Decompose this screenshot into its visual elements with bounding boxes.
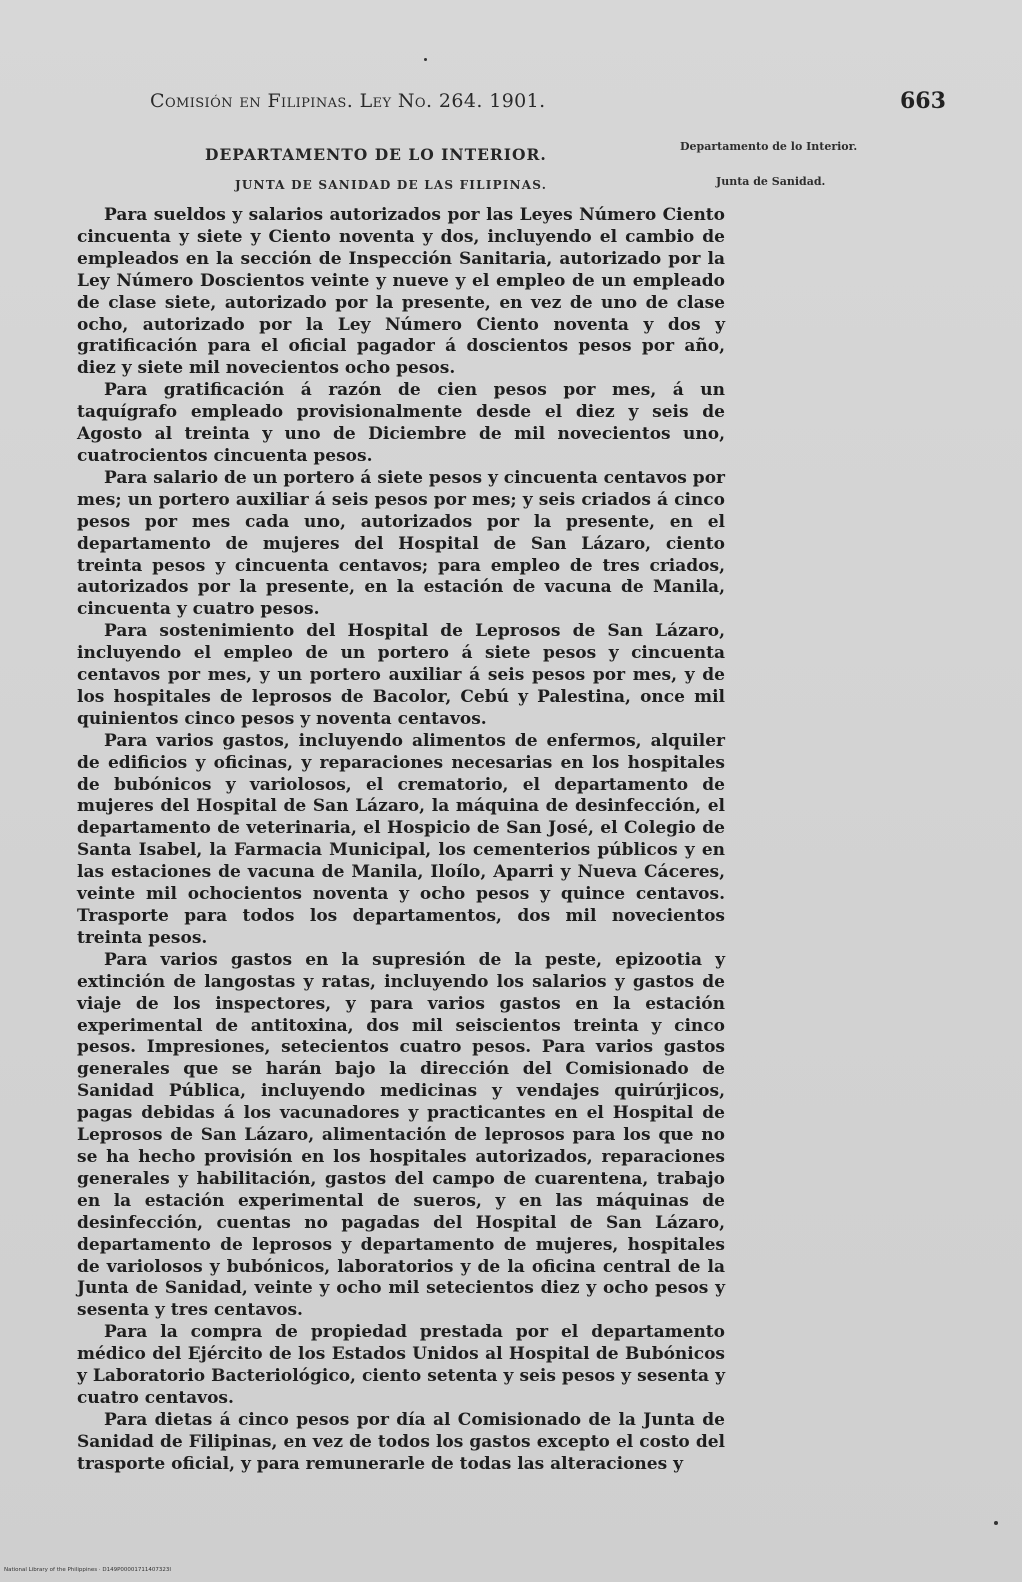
paragraph-porters: Para salario de un portero á siete pesos y cincuenta centavos por mes; un portero auxiliar á seis pesos por mes; y seis criados á cinco pesos por mes cada uno, autorizados por la presente, en el departamento de mujeres del Hospital de San Lázaro, ciento treinta pesos y cincuenta centavos; para empleo de tres criados, autorizados por la presente, en la estación de vacuna de Manila, cincuenta y cuatro pesos. bbox=[77, 467, 725, 620]
paragraph-plague-suppression: Para varios gastos en la supresión de la peste, epizootia y extinción de langostas y ratas, incluyendo los salarios y gastos de viaje de los inspectores, y para varios gastos en la estación experimental de antitoxina, dos mil seiscientos treinta y cinco pesos. Impresiones, setecientos cuatro pesos. Para varios gastos generales que se harán bajo la dirección del Comisionado de Sanidad Pública, incluyendo medicinas y vendajes quirúrjicos, pagas debidas á los vacunadores y practicantes en el Hospital de Leprosos de San Lázaro, alimentación de leprosos para los que no se ha hecho provisión en los hospitales autorizados, reparaciones generales y habilitación, gastos del campo de cuarentena, trabajo en la estación experimental de sueros, y en las máquinas de desinfección, cuentas no pagadas del Hospital de San Lázaro, departamento de leprosos y departamento de mujeres, hospitales de variolosos y bubónicos, laboratorios y de la oficina central de la Junta de Sanidad, veinte y ocho mil setecientos diez y ocho pesos y sesenta y tres centavos. bbox=[77, 949, 725, 1321]
paragraph-army-property: Para la compra de propiedad prestada por el departamento médico del Ejército de los Estados Unidos al Hospital de Bubónicos y Laboratorio Bacteriológico, ciento setenta y seis pesos y sesenta y cuatro centavos. bbox=[77, 1322, 725, 1408]
sidenote-department: Departamento de lo Interior. bbox=[680, 140, 858, 153]
scan-source-footer: National Library of the Philippines · D149P00001711407323I bbox=[4, 1567, 172, 1573]
department-heading: DEPARTAMENTO DE LO INTERIOR. bbox=[205, 145, 547, 164]
paragraph-leper-hospital: Para sostenimiento del Hospital de Leprosos de San Lázaro, incluyendo el empleo de un portero á siete pesos y cincuenta centavos por mes, y un portero auxiliar á seis pesos por mes, y de los hospitales de leprosos de Bacolor, Cebú y Palestina, once mil quinientos cinco pesos y noventa centavos. bbox=[77, 621, 725, 729]
paragraph-various-expenses: Para varios gastos, incluyendo alimentos de enfermos, alquiler de edificios y oficinas, y reparaciones necesarias en los hospitales de bubónicos y variolosos, el crematorio, el departamento de mujeres del Hospital de San Lázaro, la máquina de desinfección, el departamento de veterinaria, el Hospicio de San José, el Colegio de Santa Isabel, la Farmacia Municipal, los cementerios públicos y en las estaciones de vacuna de Manila, Iloílo, Aparri y Nueva Cáceres, veinte mil ochocientos noventa y ocho pesos y quince centavos. Trasporte para todos los departamentos, dos mil novecientos treinta pesos. bbox=[77, 730, 725, 948]
body-text bbox=[77, 205, 725, 1476]
sidenote-board: Junta de Sanidad. bbox=[716, 175, 826, 188]
paragraph-stenographer: Para gratificación á razón de cien pesos por mes, á un taquígrafo empleado provisionalmente desde el diez y seis de Agosto al treinta y uno de Diciembre de mil novecientos uno, cuatrocientos cincuenta pesos. bbox=[77, 380, 725, 466]
paragraph-per-diem: Para dietas á cinco pesos por día al Comisionado de la Junta de Sanidad de Filipinas, en vez de todos los gastos excepto el costo del trasporte oficial, y para remunerarle de todas las alteraciones y bbox=[77, 1409, 725, 1474]
ink-speck bbox=[994, 1521, 998, 1525]
board-heading: JUNTA DE SANIDAD DE LAS FILIPINAS. bbox=[235, 178, 548, 192]
ink-speck bbox=[424, 58, 427, 61]
running-head: Comisión en Filipinas. Ley No. 264. 1901. bbox=[150, 90, 546, 112]
page-number: 663 bbox=[900, 88, 946, 114]
paragraph-salaries: Para sueldos y salarios autorizados por las Leyes Número Ciento cincuenta y siete y Ciento noventa y dos, incluyendo el cambio de empleados en la sección de Inspección Sanitaria, autorizado por la Ley Número Doscientos veinte y nueve y el empleo de un empleado de clase siete, autorizado por la presente, en vez de uno de clase ocho, autorizado por la Ley Número Ciento noventa y dos y gratificación para el oficial pagador á doscientos pesos por año, diez y siete mil novecientos ocho pesos. bbox=[77, 205, 725, 379]
